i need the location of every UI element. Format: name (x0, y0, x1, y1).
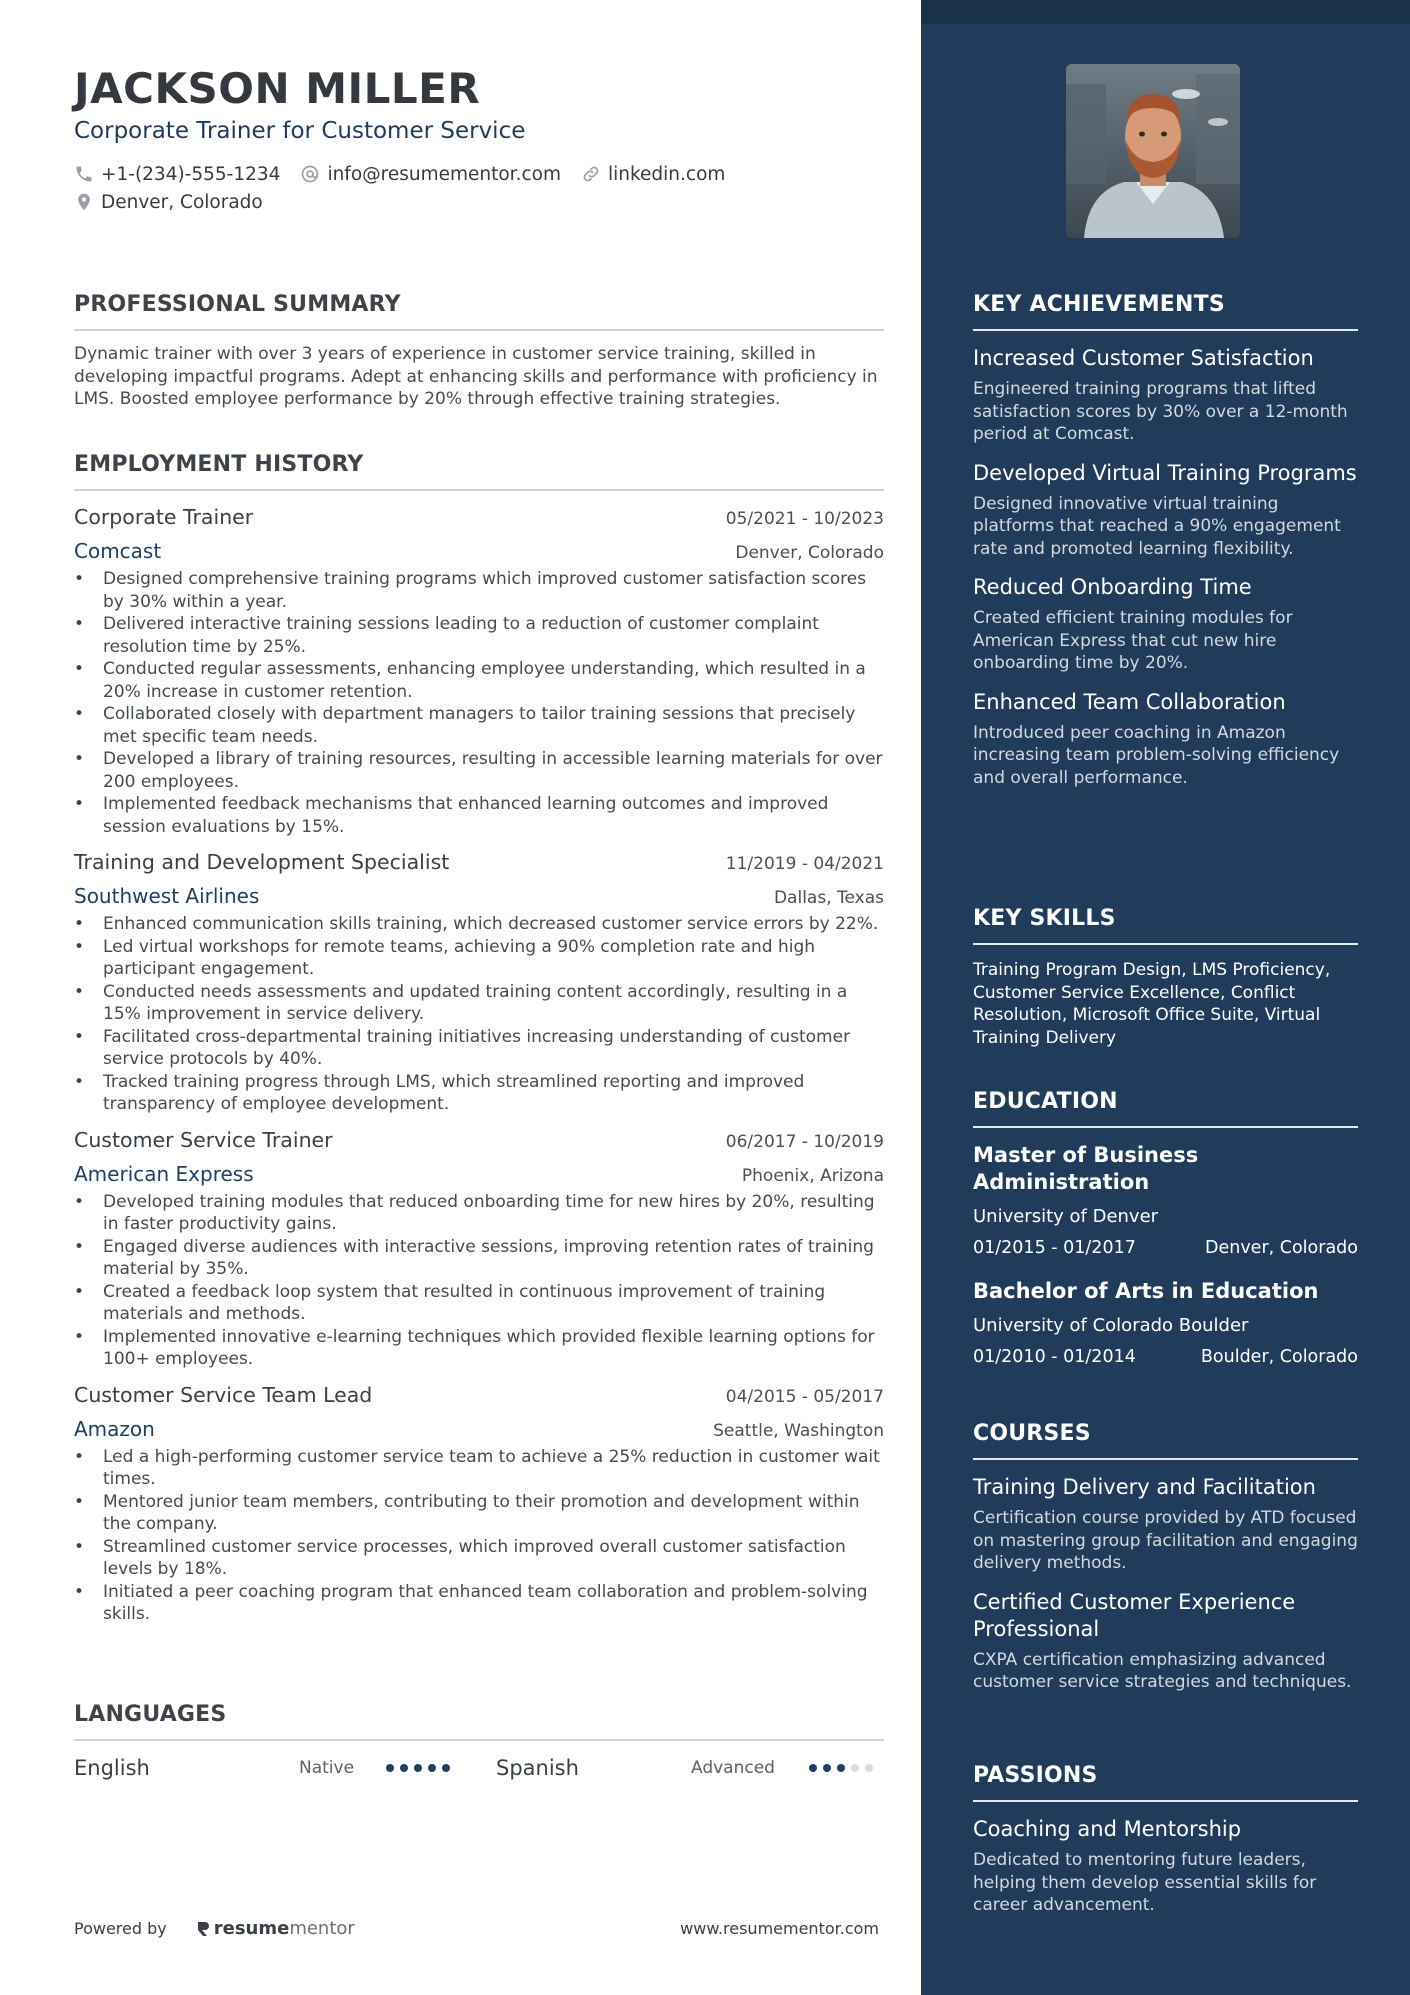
section-title: KEY ACHIEVEMENTS (973, 292, 1358, 331)
sidebar (921, 0, 1410, 1995)
proficiency-dot-filled (428, 1764, 436, 1772)
job-location: Phoenix, Arizona (741, 1165, 884, 1186)
section-title: KEY SKILLS (973, 906, 1358, 945)
proficiency-dot-filled (414, 1764, 422, 1772)
education-degree: Master of Business Administration (973, 1143, 1199, 1194)
summary-text: Dynamic trainer with over 3 years of experience in customer service training, skilled in developing impactful programs. Adept at enhancing skills and performance with proficiency in LMS. Boosted employee performance by 20% through effective training strategies. (74, 344, 878, 409)
powered-by-text: Powered by (74, 1919, 167, 1938)
passion-text: Dedicated to mentoring future leaders, helping them develop essential skills for career advancement. (973, 1850, 1317, 1915)
education-dates: 01/2015 - 01/2017 (973, 1238, 1136, 1258)
list-item: • Facilitated cross-departmental training initiatives increasing understanding of customer service protocols by 40%. (74, 1026, 884, 1071)
job-title: Training and Development Specialist (74, 850, 450, 874)
passions-section (973, 1763, 1358, 1917)
key-skills-section (973, 906, 1358, 1049)
job-location: Dallas, Texas (773, 888, 884, 908)
education-location: Denver, Colorado (1204, 1238, 1358, 1258)
achievement-title: Reduced Onboarding Time (973, 575, 1252, 599)
job-bullets (74, 1446, 884, 1626)
proficiency-dot-empty (865, 1764, 873, 1772)
section-title: PASSIONS (973, 1763, 1358, 1802)
profile-portrait-image (1066, 64, 1240, 238)
linkedin-text[interactable]: linkedin.com (607, 163, 726, 185)
achievement-title: Developed Virtual Training Programs (973, 460, 1357, 485)
candidate-name: JACKSON MILLER (74, 64, 481, 113)
languages-row (74, 1753, 884, 1783)
course-item (973, 1474, 1358, 1575)
phone-text: +1-(234)-555-1234 (101, 163, 281, 185)
job-dates: 04/2015 - 05/2017 (725, 1386, 884, 1407)
list-item: • Led virtual workshops for remote teams, achieving a 90% completion rate and high participant engagement. (74, 936, 884, 981)
list-item: • Led a high-performing customer service team to achieve a 25% reduction in customer wait times. (74, 1446, 884, 1491)
job-company: American Express (74, 1161, 254, 1186)
list-item: • Collaborated closely with department managers to tailor training sessions that precisely met specific team needs. (74, 703, 884, 748)
achievement-text: Introduced peer coaching in Amazon increasing team problem-solving efficiency and overall performance. (973, 722, 1340, 788)
language-name: English (74, 1756, 150, 1780)
skills-text: Training Program Design, LMS Proficiency, Customer Service Excellence, Conflict Resolution, Microsoft Office Suite, Virtual Training Delivery (973, 960, 1331, 1048)
list-item: • Created a feedback loop system that resulted in continuous improvement of training materials and methods. (74, 1281, 884, 1326)
job-title: Customer Service Team Lead (74, 1382, 373, 1407)
location-text: Denver, Colorado (101, 191, 263, 213)
section-title: COURSES (973, 1421, 1358, 1460)
languages-section (74, 1702, 884, 1783)
passion-title: Coaching and Mentorship (973, 1817, 1242, 1841)
list-item: • Designed comprehensive training programs which improved customer satisfaction scores by 30% within a year. (74, 568, 884, 613)
section-title: EDUCATION (973, 1089, 1358, 1128)
phone-icon (74, 164, 94, 184)
candidate-role: Corporate Trainer for Customer Service (74, 118, 526, 144)
sidebar-top-band (921, 0, 1410, 24)
language-name: Spanish (496, 1756, 579, 1780)
course-title: Training Delivery and Facilitation (973, 1475, 1316, 1499)
list-item: • Developed training modules that reduced onboarding time for new hires by 20%, resulting in faster productivity gains. (74, 1191, 884, 1236)
contact-location (74, 192, 263, 213)
job-entry (74, 1383, 884, 1626)
job-company: Southwest Airlines (74, 884, 260, 908)
list-item: • Delivered interactive training sessions leading to a reduction of customer complaint resolution time by 25%. (74, 613, 884, 658)
proficiency-dot-filled (386, 1764, 394, 1772)
courses-section (973, 1421, 1358, 1694)
achievement-item (973, 460, 1358, 561)
list-item: • Engaged diverse audiences with interactive sessions, improving retention rates of training material by 35%. (74, 1236, 884, 1281)
job-dates: 06/2017 - 10/2019 (725, 1131, 884, 1152)
link-icon (581, 164, 601, 184)
achievement-text: Created efficient training modules for American Express that cut new hire onboarding time by 20%. (973, 608, 1293, 673)
powered-by (74, 1918, 355, 1939)
course-title: Certified Customer Experience Professional (973, 1589, 1296, 1641)
list-item: • Developed a library of training resources, resulting in accessible learning materials for over 200 employees. (74, 748, 884, 793)
contact-linkedin[interactable] (581, 164, 725, 185)
achievement-title: Enhanced Team Collaboration (973, 689, 1286, 714)
contact-phone (74, 164, 280, 185)
job-dates: 05/2021 - 10/2023 (725, 509, 884, 529)
proficiency-dot-filled (442, 1764, 450, 1772)
list-item: • Implemented feedback mechanisms that enhanced learning outcomes and improved session evaluations by 15%. (74, 793, 884, 838)
section-title: EMPLOYMENT HISTORY (74, 452, 884, 491)
job-bullets (74, 913, 884, 1116)
education-school: University of Denver (973, 1206, 1159, 1227)
course-item (973, 1589, 1358, 1694)
list-item: • Initiated a peer coaching program that enhanced team collaboration and problem-solving skills. (74, 1581, 884, 1626)
education-degree: Bachelor of Arts in Education (973, 1279, 1319, 1303)
job-company: Comcast (74, 539, 162, 563)
proficiency-dot-filled (823, 1764, 831, 1772)
proficiency-dot-filled (400, 1764, 408, 1772)
education-location: Boulder, Colorado (1200, 1347, 1358, 1367)
achievement-text: Engineered training programs that lifted satisfaction scores by 30% over a 12-month period at Comcast. (973, 379, 1348, 444)
section-title: PROFESSIONAL SUMMARY (74, 292, 884, 331)
job-title: Customer Service Trainer (74, 1127, 333, 1152)
language-dots (809, 1764, 879, 1772)
job-location: Denver, Colorado (735, 543, 884, 563)
website-link[interactable]: www.resumementor.com (680, 1919, 879, 1938)
achievement-text: Designed innovative virtual training platforms that reached a 90% engagement rate and promoted learning flexibility. (973, 493, 1341, 559)
job-location: Seattle, Washington (713, 1420, 884, 1441)
proficiency-dot-filled (809, 1764, 817, 1772)
education-school: University of Colorado Boulder (973, 1315, 1249, 1336)
job-bullets (74, 1191, 884, 1371)
job-dates: 11/2019 - 04/2021 (725, 854, 884, 874)
job-company: Amazon (74, 1416, 155, 1441)
job-bullets (74, 568, 884, 838)
contact-info (74, 161, 745, 217)
job-entry (74, 850, 884, 1116)
course-text: CXPA certification emphasizing advanced customer service strategies and techniques. (973, 1649, 1352, 1692)
job-title: Corporate Trainer (74, 505, 254, 529)
course-text: Certification course provided by ATD focused on mastering group facilitation and engaging delivery methods. (973, 1508, 1358, 1573)
employment-history-section (74, 452, 884, 1626)
proficiency-dot-filled (837, 1764, 845, 1772)
achievement-title: Increased Customer Satisfaction (973, 346, 1314, 370)
section-title: LANGUAGES (74, 1702, 884, 1741)
at-icon (300, 164, 320, 184)
job-entry (74, 1128, 884, 1371)
language-level: Native (299, 1758, 355, 1778)
achievement-item (973, 689, 1358, 790)
education-item (973, 1142, 1358, 1258)
profile-photo (1066, 64, 1240, 238)
list-item: • Streamlined customer service processes, which improved overall customer satisfaction levels by 18%. (74, 1536, 884, 1581)
achievement-item (973, 345, 1358, 446)
contact-email[interactable] (300, 164, 561, 185)
passion-item (973, 1816, 1358, 1917)
achievement-item (973, 574, 1358, 675)
list-item: • Conducted regular assessments, enhancing employee understanding, which resulted in a 20% increase in customer retention. (74, 658, 884, 703)
brand-light: mentor (289, 1918, 355, 1939)
brand-bold: resume (213, 1918, 290, 1939)
list-item: • Mentored junior team members, contributing to their promotion and development within the company. (74, 1491, 884, 1536)
education-dates: 01/2010 - 01/2014 (973, 1347, 1136, 1367)
list-item: • Enhanced communication skills training, which decreased customer service errors by 22%. (74, 913, 884, 936)
brand-logo-icon (195, 1920, 211, 1938)
list-item: • Conducted needs assessments and updated training content accordingly, resulting in a 15% improvement in service delivery. (74, 981, 884, 1026)
professional-summary-section (74, 292, 884, 411)
location-pin-icon (74, 192, 94, 212)
email-text[interactable]: info@resumementor.com (327, 163, 561, 185)
list-item: • Tracked training progress through LMS, which streamlined reporting and improved transparency of employee development. (74, 1071, 884, 1116)
footer (74, 1918, 879, 1939)
language-dots (386, 1764, 496, 1772)
key-achievements-section (973, 292, 1358, 789)
education-section (973, 1089, 1358, 1367)
education-item (973, 1278, 1358, 1367)
job-entry (74, 505, 884, 838)
list-item: • Implemented innovative e-learning techniques which provided flexible learning options for 100+ employees. (74, 1326, 884, 1371)
language-level: Advanced (691, 1758, 775, 1778)
proficiency-dot-empty (851, 1764, 859, 1772)
resumementor-logo[interactable] (195, 1918, 355, 1939)
